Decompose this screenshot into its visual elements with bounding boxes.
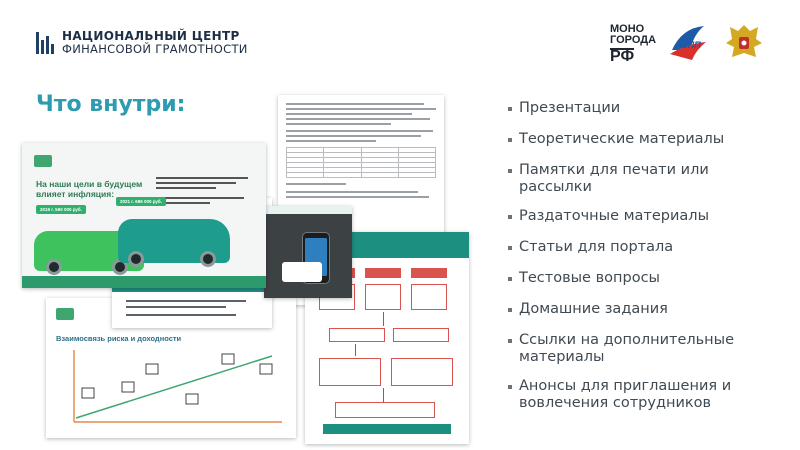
list-item-theory: Теоретические материалы [508,131,778,148]
monogoroda-logo [610,20,657,66]
rsp-logo-text: РСПП [675,40,701,50]
inflation-slide-title: На наши цели в будущем влияет инфляция: [36,179,143,199]
list-item-links: Ссылки на дополнительные материалы [508,332,778,366]
risk-chart-title: Взаимосвязь риска и доходности [56,334,182,343]
monogoroda-line2: ГОРОДА [610,34,657,46]
monogoroda-line1: МОНО [610,23,645,35]
ncfg-name-line1: НАЦИОНАЛЬНЫЙ ЦЕНТР [62,29,240,43]
ncfg-name [62,30,248,56]
list-item-presentations: Презентации [508,100,778,117]
monogoroda-line3: РФ [610,48,635,65]
document-table [286,147,436,178]
page-title: Что внутри: [36,92,186,117]
ncfg-name-line2: ФИНАНСОВОЙ ГРАМОТНОСТИ [62,42,248,56]
list-item-tests: Тестовые вопросы [508,270,778,287]
rsp-logo-icon [666,20,710,66]
ncfg-logo [36,30,248,56]
sms-warning-thumbnail [264,206,352,298]
sms-bubble-icon [282,262,322,282]
list-item-homework: Домашние задания [508,301,778,318]
teal-car-icon [118,219,230,263]
flowchart-footer [323,424,451,434]
coat-of-arms-icon [724,21,764,65]
list-item-handouts: Раздаточные материалы [508,208,778,225]
inflation-slide-footer [22,276,266,288]
list-item-announcements: Анонсы для приглашения и вовлечения сотрудников [508,378,778,412]
ncfg-mark-icon [36,32,54,54]
contents-list [508,100,778,424]
partner-logos [610,20,764,66]
list-item-memos: Памятки для печати или рассылки [508,162,778,196]
inflation-slide-thumbnail [22,143,266,288]
price-tag-2021: 2021 г. 686 000 руб. [116,197,166,206]
price-tag-2019: 2019 г. 560 000 руб. [36,205,86,214]
list-item-articles: Статьи для портала [508,239,778,256]
